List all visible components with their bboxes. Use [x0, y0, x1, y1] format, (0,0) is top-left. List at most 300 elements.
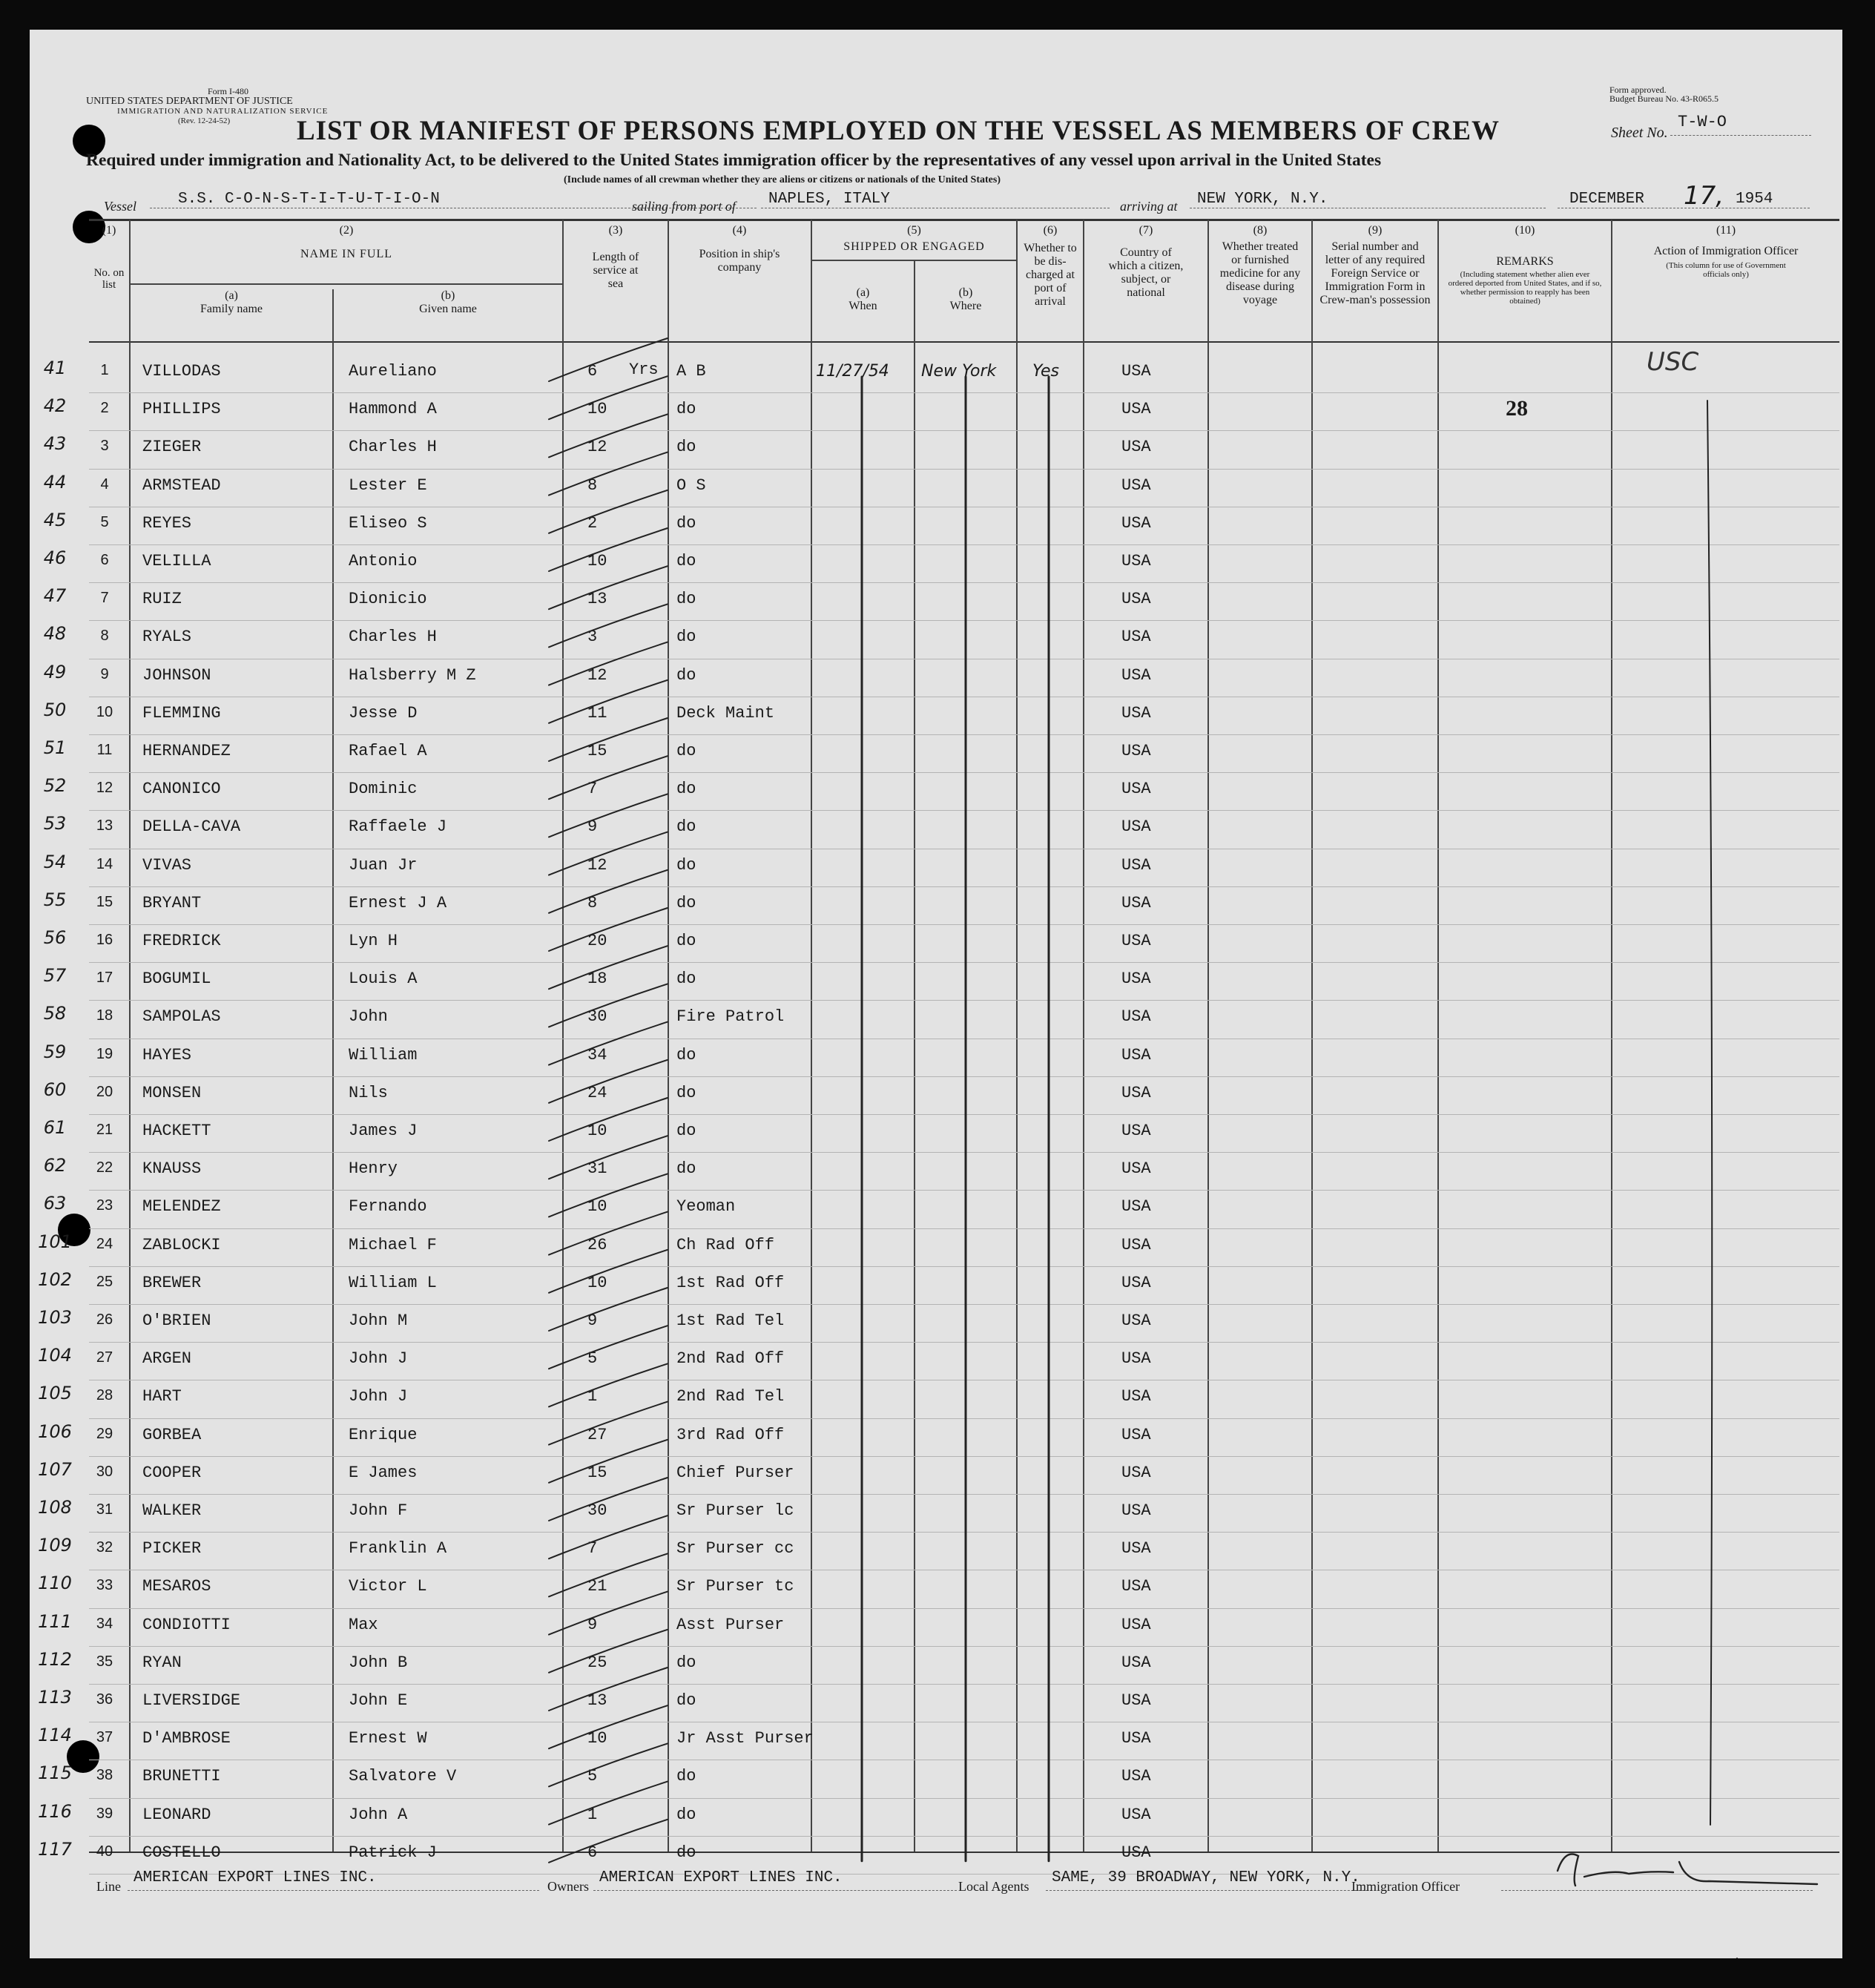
cell-position: do — [676, 400, 696, 419]
cell-service: 30 — [587, 1007, 607, 1027]
tally-check-mark — [549, 1705, 668, 1748]
agents-value: SAME, 39 BROADWAY, NEW YORK, N.Y. — [1052, 1869, 1360, 1886]
cell-country: USA — [1121, 817, 1151, 837]
cell-position: Asst Purser — [676, 1615, 785, 1634]
cell-given: John J — [349, 1387, 408, 1406]
cell-country: USA — [1121, 970, 1151, 989]
cell-given: Louis A — [349, 970, 418, 989]
handwritten-row-number: 63 — [43, 1193, 67, 1214]
cell-country: USA — [1121, 438, 1151, 457]
cell-position: do — [676, 1767, 696, 1786]
cell-given: John A — [349, 1805, 408, 1824]
tally-check-mark — [549, 1326, 668, 1369]
cell-position: do — [676, 970, 696, 989]
cell-service: 7 — [587, 1539, 598, 1559]
cell-family: HERNANDEZ — [142, 742, 231, 760]
tally-check-mark — [549, 1782, 668, 1825]
cell-family: ARMSTEAD — [142, 475, 221, 495]
tally-check-mark — [549, 756, 668, 799]
tally-check-mark — [549, 1668, 668, 1711]
row-number: 32 — [96, 1539, 113, 1556]
cell-country: USA — [1121, 1577, 1151, 1596]
cell-country: USA — [1121, 703, 1151, 723]
form-revision: (Rev. 12-24-52) — [178, 116, 231, 125]
cell-family: FREDRICK — [142, 932, 221, 950]
cell-service: 8 — [587, 893, 598, 912]
budget-bureau: Budget Bureau No. 43-R065.5 — [1609, 93, 1719, 104]
handwritten-row-number: 108 — [38, 1497, 72, 1518]
arrival-day: 17, — [1684, 181, 1724, 211]
sailing-label: sailing from port of — [632, 199, 736, 214]
cell-service: 34 — [587, 1045, 607, 1064]
cell-service: 24 — [587, 1083, 607, 1102]
cell-family: PICKER — [142, 1539, 202, 1559]
cell-given: John E — [349, 1691, 408, 1710]
cell-country: USA — [1121, 780, 1151, 799]
officer-mark: USC — [1647, 347, 1699, 377]
cell-discharged: Yes — [1032, 362, 1060, 381]
cell-family: SAMPOLAS — [142, 1007, 221, 1027]
row-number: 1 — [100, 362, 109, 378]
officer-signature — [1558, 1854, 1817, 1886]
cell-position: do — [676, 893, 696, 912]
cell-country: USA — [1121, 1349, 1151, 1369]
officer-action-line — [1707, 401, 1712, 1825]
cell-service: 1 — [587, 1387, 598, 1406]
cell-given: William L — [349, 1273, 437, 1292]
cell-position: 1st Rad Tel — [676, 1311, 785, 1330]
cell-service: 10 — [587, 1273, 607, 1292]
row-number: 25 — [96, 1273, 113, 1290]
col7-header: (7) Country of which a citizen, subject, or national — [1108, 224, 1184, 299]
tally-check-mark — [549, 1515, 668, 1559]
cell-country: USA — [1121, 1122, 1151, 1140]
cell-position: do — [676, 1805, 696, 1824]
cell-service: 15 — [587, 742, 607, 760]
cell-given: Lyn H — [349, 932, 398, 950]
row-number: 30 — [96, 1463, 113, 1480]
cell-given: Antonio — [349, 552, 418, 570]
cell-given: Enrique — [349, 1425, 418, 1444]
cell-service: 21 — [587, 1577, 607, 1596]
row-number: 36 — [96, 1691, 113, 1708]
department-name: UNITED STATES DEPARTMENT OF JUSTICE — [86, 96, 293, 107]
row-number: 9 — [100, 665, 109, 682]
cell-given: Victor L — [349, 1577, 427, 1596]
row-number: 2 — [100, 400, 109, 417]
cell-country: USA — [1121, 742, 1151, 760]
cell-service: 11 — [587, 703, 607, 723]
row-number: 27 — [96, 1349, 113, 1366]
vessel-name: S.S. C-O-N-S-T-I-T-U-T-I-O-N — [178, 191, 440, 208]
cell-service: 6 — [587, 362, 598, 381]
cell-country: USA — [1121, 628, 1151, 647]
handwritten-row-number: 52 — [43, 775, 67, 797]
cell-service: 2 — [587, 513, 598, 533]
cell-country: USA — [1121, 893, 1151, 912]
handwritten-row-number: 56 — [43, 927, 67, 948]
handwritten-row-number: 48 — [43, 623, 67, 645]
cell-country: USA — [1121, 1159, 1151, 1179]
arriving-label: arriving at — [1120, 199, 1178, 214]
cell-given: Franklin A — [349, 1539, 447, 1559]
cell-given: Charles H — [349, 438, 437, 457]
row-number: 38 — [96, 1767, 113, 1784]
cell-family: HART — [142, 1387, 182, 1406]
cell-family: REYES — [142, 513, 192, 533]
tally-check-mark — [549, 1440, 668, 1483]
tally-check-mark — [549, 490, 668, 533]
cell-country: USA — [1121, 1083, 1151, 1102]
handwritten-row-number: 50 — [43, 699, 67, 720]
cell-family: COOPER — [142, 1463, 202, 1482]
cell-family: KNAUSS — [142, 1159, 202, 1179]
cell-position: do — [676, 855, 696, 875]
cell-position: do — [676, 438, 696, 457]
cell-service: 8 — [587, 475, 598, 495]
cell-service: 13 — [587, 1691, 607, 1710]
row-number: 40 — [96, 1843, 113, 1860]
row-number: 31 — [96, 1501, 113, 1518]
cell-family: FLEMMING — [142, 703, 221, 723]
cell-service: 1 — [587, 1805, 598, 1824]
cell-family: MESAROS — [142, 1577, 211, 1596]
cell-position: Ch Rad Off — [676, 1235, 775, 1254]
cell-given: Patrick J — [349, 1843, 437, 1862]
manifest-sheet — [30, 30, 1842, 1958]
cell-given: Aureliano — [349, 362, 437, 381]
cell-service: 26 — [587, 1235, 607, 1254]
handwritten-row-number: 55 — [43, 889, 67, 910]
col8-header: (8) Whether treated or furnished medicine for any disease during voyage — [1219, 224, 1301, 306]
handwritten-row-number: 114 — [38, 1725, 72, 1746]
row-number: 6 — [100, 552, 109, 568]
cell-family: VILLODAS — [142, 362, 221, 381]
cell-position: do — [676, 665, 696, 685]
col5a-header: (a) When — [848, 286, 877, 312]
tally-check-mark — [549, 1136, 668, 1179]
cell-given: John M — [349, 1311, 408, 1330]
cell-family: ZIEGER — [142, 438, 202, 457]
vessel-label: Vessel — [104, 199, 136, 214]
handwritten-row-number: 110 — [38, 1573, 72, 1594]
cell-family: GORBEA — [142, 1425, 202, 1444]
row-number: 28 — [96, 1387, 113, 1404]
tally-check-mark — [549, 528, 668, 571]
cell-service: 5 — [587, 1767, 598, 1786]
tally-check-mark — [549, 452, 668, 496]
sailing-from: NAPLES, ITALY — [768, 191, 890, 208]
tally-check-mark — [549, 1363, 668, 1406]
cell-position: 2nd Rad Off — [676, 1349, 785, 1369]
tally-check-mark — [549, 376, 668, 419]
row-number: 37 — [96, 1729, 113, 1746]
cell-country: USA — [1121, 1501, 1151, 1520]
cell-country: USA — [1121, 1843, 1151, 1862]
cell-country: USA — [1121, 513, 1151, 533]
handwritten-row-number: 53 — [43, 813, 67, 835]
handwritten-row-number: 117 — [38, 1838, 72, 1860]
form-number: Form I-480 — [208, 86, 248, 96]
cell-service: 12 — [587, 855, 607, 875]
cell-position: do — [676, 742, 696, 760]
cell-position: do — [676, 513, 696, 533]
cell-family: O'BRIEN — [142, 1311, 211, 1330]
cell-country: USA — [1121, 1387, 1151, 1406]
include-note: (Include names of all crewman whether they are aliens or citizens or nationals of the United States) — [564, 174, 1001, 185]
arriving-at: NEW YORK, N.Y. — [1197, 191, 1328, 208]
col11-header: (11) Action of Immigration Officer (This column for use of Government officials only) — [1653, 224, 1799, 279]
cell-given: Eliseo S — [349, 513, 427, 533]
handwritten-row-number: 107 — [38, 1458, 72, 1480]
cell-family: ARGEN — [142, 1349, 192, 1369]
col2b-header: (b) Given name — [419, 289, 477, 315]
handwritten-row-number: 111 — [38, 1610, 72, 1632]
cell-given: Nils — [349, 1083, 388, 1102]
cell-service: 3 — [587, 628, 598, 647]
cell-service: 13 — [587, 590, 607, 609]
cell-given: E James — [349, 1463, 418, 1482]
cell-position: do — [676, 628, 696, 647]
cell-given: Hammond A — [349, 400, 437, 419]
cell-service: 10 — [587, 552, 607, 570]
cell-family: ZABLOCKI — [142, 1235, 221, 1254]
tally-check-mark — [549, 984, 668, 1027]
tally-check-mark — [549, 680, 668, 723]
cell-family: D'AMBROSE — [142, 1729, 231, 1748]
handwritten-row-number: 42 — [43, 395, 67, 417]
tally-check-mark — [549, 832, 668, 875]
col5b-header: (b) Where — [949, 286, 982, 312]
handwritten-row-number: 115 — [38, 1762, 72, 1784]
cell-given: James J — [349, 1122, 418, 1140]
cell-given: Lester E — [349, 475, 427, 495]
col4-header: (4) Position in ship's company — [699, 224, 780, 274]
cell-position: Chief Purser — [676, 1463, 794, 1482]
cell-position: do — [676, 932, 696, 950]
tally-check-mark — [549, 1022, 668, 1065]
remarks-count: 28 — [1506, 396, 1528, 421]
col6-header: (6) Whether to be dis-charged at port of arrival — [1024, 224, 1077, 308]
cell-position: do — [676, 1843, 696, 1862]
cell-position: do — [676, 817, 696, 837]
cell-family: PHILLIPS — [142, 400, 221, 419]
cell-service: 25 — [587, 1653, 607, 1672]
cell-family: LEONARD — [142, 1805, 211, 1824]
handwritten-row-number: 54 — [43, 851, 67, 872]
row-number: 14 — [96, 855, 113, 872]
cell-position: Deck Maint — [676, 703, 775, 723]
row-number: 34 — [96, 1615, 113, 1632]
cell-country: USA — [1121, 1273, 1151, 1292]
cell-country: USA — [1121, 552, 1151, 570]
cell-position: do — [676, 1653, 696, 1672]
cell-service: 30 — [587, 1501, 607, 1520]
cell-family: JOHNSON — [142, 665, 211, 685]
tally-check-mark — [549, 908, 668, 951]
row-number: 24 — [96, 1235, 113, 1252]
cell-family: RYALS — [142, 628, 192, 647]
cell-family: BREWER — [142, 1273, 202, 1292]
subtitle: Required under immigration and Nationality Act, to be delivered to the United States immigration officer by the representatives of any vessel upon arrival in the United States — [86, 151, 1382, 170]
col1-header: (1) No. on list — [93, 224, 125, 291]
cell-position: do — [676, 1083, 696, 1102]
row-number: 12 — [96, 780, 113, 797]
cell-position: do — [676, 1045, 696, 1064]
cell-position: A B — [676, 362, 706, 381]
cell-family: RYAN — [142, 1653, 182, 1672]
cell-service: 10 — [587, 1122, 607, 1140]
tally-check-mark — [549, 1820, 668, 1863]
cell-family: COSTELLO — [142, 1843, 221, 1862]
handwritten-row-number: 51 — [43, 737, 67, 758]
row-number: 26 — [96, 1311, 113, 1328]
cell-service: 20 — [587, 932, 607, 950]
cell-position: do — [676, 1122, 696, 1140]
form-approved: Form approved. — [1609, 85, 1667, 95]
tally-check-mark — [549, 1212, 668, 1255]
sheet-label: Sheet No. — [1611, 125, 1668, 141]
cell-position: Fire Patrol — [676, 1007, 785, 1027]
cell-given: Henry — [349, 1159, 398, 1179]
cell-country: USA — [1121, 1235, 1151, 1254]
cell-given: William — [349, 1045, 418, 1064]
cell-position: Yeoman — [676, 1197, 736, 1217]
arrival-month: DECEMBER — [1569, 191, 1644, 208]
tally-check-mark — [549, 870, 668, 913]
cell-country: USA — [1121, 1691, 1151, 1710]
handwritten-row-number: 47 — [43, 585, 67, 607]
cell-family: CONDIOTTI — [142, 1615, 231, 1634]
tally-check-mark — [549, 414, 668, 457]
cell-country: USA — [1121, 1767, 1151, 1786]
handwritten-row-number: 57 — [43, 965, 67, 987]
row-number: 22 — [96, 1159, 113, 1176]
row-number: 19 — [96, 1045, 113, 1062]
tally-check-mark — [549, 1402, 668, 1445]
tally-check-mark — [549, 642, 668, 685]
service-unit: Yrs — [629, 361, 659, 379]
tally-check-mark — [549, 1630, 668, 1673]
cell-given: Ernest J A — [349, 893, 447, 912]
row-number: 17 — [96, 970, 113, 987]
cell-family: DELLA-CAVA — [142, 817, 241, 837]
cell-family: RUIZ — [142, 590, 182, 609]
tally-check-mark — [549, 1288, 668, 1331]
row-number: 4 — [100, 475, 109, 493]
cell-service: 10 — [587, 400, 607, 419]
cell-country: USA — [1121, 362, 1151, 381]
row-number: 7 — [100, 590, 109, 607]
cell-family: BOGUMIL — [142, 970, 211, 989]
cell-service: 9 — [587, 1615, 598, 1634]
handwritten-row-number: 116 — [38, 1800, 72, 1822]
cell-service: 7 — [587, 780, 598, 799]
cell-country: USA — [1121, 665, 1151, 685]
row-number: 35 — [96, 1653, 113, 1670]
cell-country: USA — [1121, 1311, 1151, 1330]
cell-service: 10 — [587, 1729, 607, 1748]
cell-family: WALKER — [142, 1501, 202, 1520]
tally-check-mark — [549, 794, 668, 837]
cell-country: USA — [1121, 1653, 1151, 1672]
row-number: 8 — [100, 628, 109, 645]
tally-check-mark — [549, 718, 668, 761]
tally-check-mark — [549, 566, 668, 609]
cell-country: USA — [1121, 475, 1151, 495]
cell-position: 3rd Rad Off — [676, 1425, 785, 1444]
cell-position: Sr Purser tc — [676, 1577, 794, 1596]
row-number: 11 — [96, 742, 113, 758]
cell-service: 31 — [587, 1159, 607, 1179]
cell-when: 11/27/54 — [816, 362, 889, 381]
row-number: 18 — [96, 1007, 113, 1024]
cell-country: USA — [1121, 855, 1151, 875]
cell-country: USA — [1121, 932, 1151, 950]
tally-check-mark — [549, 1478, 668, 1521]
handwritten-row-number: 44 — [43, 471, 67, 493]
cell-position: Sr Purser cc — [676, 1539, 794, 1559]
cell-given: John — [349, 1007, 388, 1027]
cell-family: BRUNETTI — [142, 1767, 221, 1786]
tally-check-mark — [549, 1250, 668, 1293]
row-number: 16 — [96, 932, 113, 948]
cell-service: 12 — [587, 665, 607, 685]
cell-family: LIVERSIDGE — [142, 1691, 241, 1710]
handwritten-row-number: 113 — [38, 1687, 72, 1708]
sheet-number: T-W-O — [1678, 113, 1727, 131]
row-number: 29 — [96, 1425, 113, 1442]
handwritten-row-number: 61 — [43, 1117, 67, 1138]
tally-check-mark — [549, 946, 668, 989]
cell-service: 15 — [587, 1463, 607, 1482]
cell-given: Halsberry M Z — [349, 665, 476, 685]
handwritten-row-number: 41 — [43, 358, 67, 378]
cell-country: USA — [1121, 1463, 1151, 1482]
cell-family: MONSEN — [142, 1083, 202, 1102]
row-number: 3 — [100, 438, 109, 455]
cell-family: CANONICO — [142, 780, 221, 799]
row-number: 15 — [96, 893, 113, 910]
cell-service: 27 — [587, 1425, 607, 1444]
row-number: 23 — [96, 1197, 113, 1214]
handwritten-row-number: 60 — [43, 1079, 67, 1100]
tally-check-mark — [549, 1174, 668, 1217]
cell-given: Dionicio — [349, 590, 427, 609]
row-number: 5 — [100, 513, 109, 530]
cell-given: Rafael A — [349, 742, 427, 760]
handwritten-row-number: 45 — [43, 509, 67, 530]
handwritten-row-number: 105 — [38, 1383, 72, 1404]
cell-country: USA — [1121, 1729, 1151, 1748]
cell-position: do — [676, 1691, 696, 1710]
cell-family: HAYES — [142, 1045, 192, 1064]
cell-given: Fernando — [349, 1197, 427, 1217]
col10-header: (10) REMARKS (Including statement whether alien ever ordered deported from United States, and if so, whether permission to reapply has been obtained) — [1448, 224, 1602, 306]
arrival-year: 1954 — [1736, 191, 1773, 208]
cell-position: do — [676, 1159, 696, 1179]
col3-header: (3) Length of service at sea — [592, 224, 639, 290]
row-number: 10 — [96, 703, 113, 720]
cell-given: Juan Jr — [349, 855, 418, 875]
cell-family: BRYANT — [142, 893, 202, 912]
cell-position: Sr Purser lc — [676, 1501, 794, 1520]
cell-position: 1st Rad Off — [676, 1273, 785, 1292]
row-number: 20 — [96, 1083, 113, 1100]
tally-check-mark — [549, 1553, 668, 1596]
cell-family: VELILLA — [142, 552, 211, 570]
cell-where: New York — [921, 362, 997, 381]
